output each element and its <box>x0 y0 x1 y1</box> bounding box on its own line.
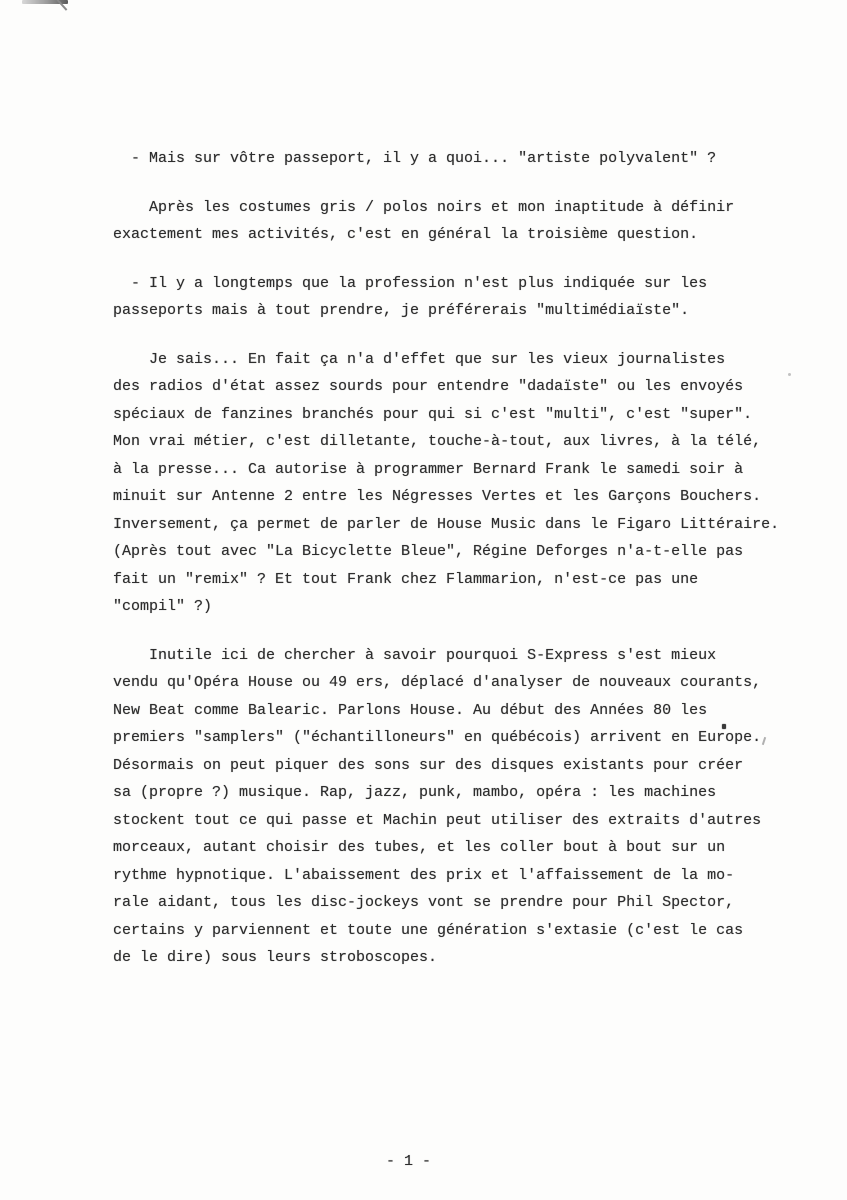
text-line: "compil" ?) <box>113 598 213 615</box>
text-line: New Beat comme Balearic. Parlons House. Au début des Années 80 les <box>113 701 708 719</box>
text-line: premiers "samplers" ("échantilloneurs" en québécois) arrivent en Europe. <box>113 729 762 746</box>
text-line: à la presse... Ca autorise à programmer Bernard Frank le samedi soir à <box>113 460 744 478</box>
text-line: rale aidant, tous les disc-jockeys vont se prendre pour Phil Spector, <box>113 894 735 911</box>
text-line: passeports mais à tout prendre, je préférerais "multimédiaïste". <box>113 302 690 319</box>
paragraph <box>113 194 827 249</box>
text-line: certains y parviennent et toute une génération s'extasie (c'est le cas <box>113 921 744 939</box>
paragraph <box>113 145 827 173</box>
text-line: spéciaux de fanzines branchés pour qui si c'est "multi", c'est "super". <box>113 405 753 423</box>
text-line: Inversement, ça permet de parler de House Music dans le Figaro Littéraire. <box>113 515 780 533</box>
text-line: Inutile ici de chercher à savoir pourquoi S-Express s'est mieux <box>113 646 717 664</box>
text-line: stockent tout ce qui passe et Machin peut utiliser des extraits d'autres <box>113 811 762 829</box>
text-line: fait un "remix" ? Et tout Frank chez Flammarion, n'est-ce pas une <box>113 570 699 588</box>
document-body <box>113 145 827 972</box>
text-line: de le dire) sous leurs stroboscopes. <box>113 949 438 966</box>
page-number: - 1 - <box>385 1153 431 1170</box>
text-line: Désormais on peut piquer des sons sur des disques existants pour créer <box>113 756 744 774</box>
paragraph <box>113 642 827 972</box>
text-line: vendu qu'Opéra House ou 49 ers, déplacé d'analyser de nouveaux courants, <box>113 674 762 691</box>
text-line: Je sais... En fait ça n'a d'effet que sur les vieux journalistes <box>113 350 726 368</box>
text-line: - Il y a longtemps que la profession n'est plus indiquée sur les <box>113 274 708 292</box>
text-line: minuit sur Antenne 2 entre les Négresses Vertes et les Garçons Bouchers. <box>113 488 762 505</box>
paragraph <box>113 346 827 621</box>
text-line: morceaux, autant choisir des tubes, et les coller bout à bout sur un <box>113 839 726 856</box>
text-line: rythme hypnotique. L'abaissement des prix et l'affaissement de la mo- <box>113 866 735 884</box>
text-line: Après les costumes gris / polos noirs et mon inaptitude à définir <box>113 198 735 216</box>
text-line: (Après tout avec "La Bicyclette Bleue", Régine Deforges n'a-t-elle pas <box>113 543 744 560</box>
text-line: des radios d'état assez sourds pour entendre "dadaïste" ou les envoyés <box>113 378 744 395</box>
text-line: - Mais sur vôtre passeport, il y a quoi... "artiste polyvalent" ? <box>113 150 717 167</box>
paragraph <box>113 270 827 325</box>
text-line: Mon vrai métier, c'est dilletante, touche-à-tout, aux livres, à la télé, <box>113 433 762 450</box>
text-line: exactement mes activités, c'est en général la troisième question. <box>113 226 699 243</box>
text-line: sa (propre ?) musique. Rap, jazz, punk, mambo, opéra : les machines <box>113 784 717 801</box>
